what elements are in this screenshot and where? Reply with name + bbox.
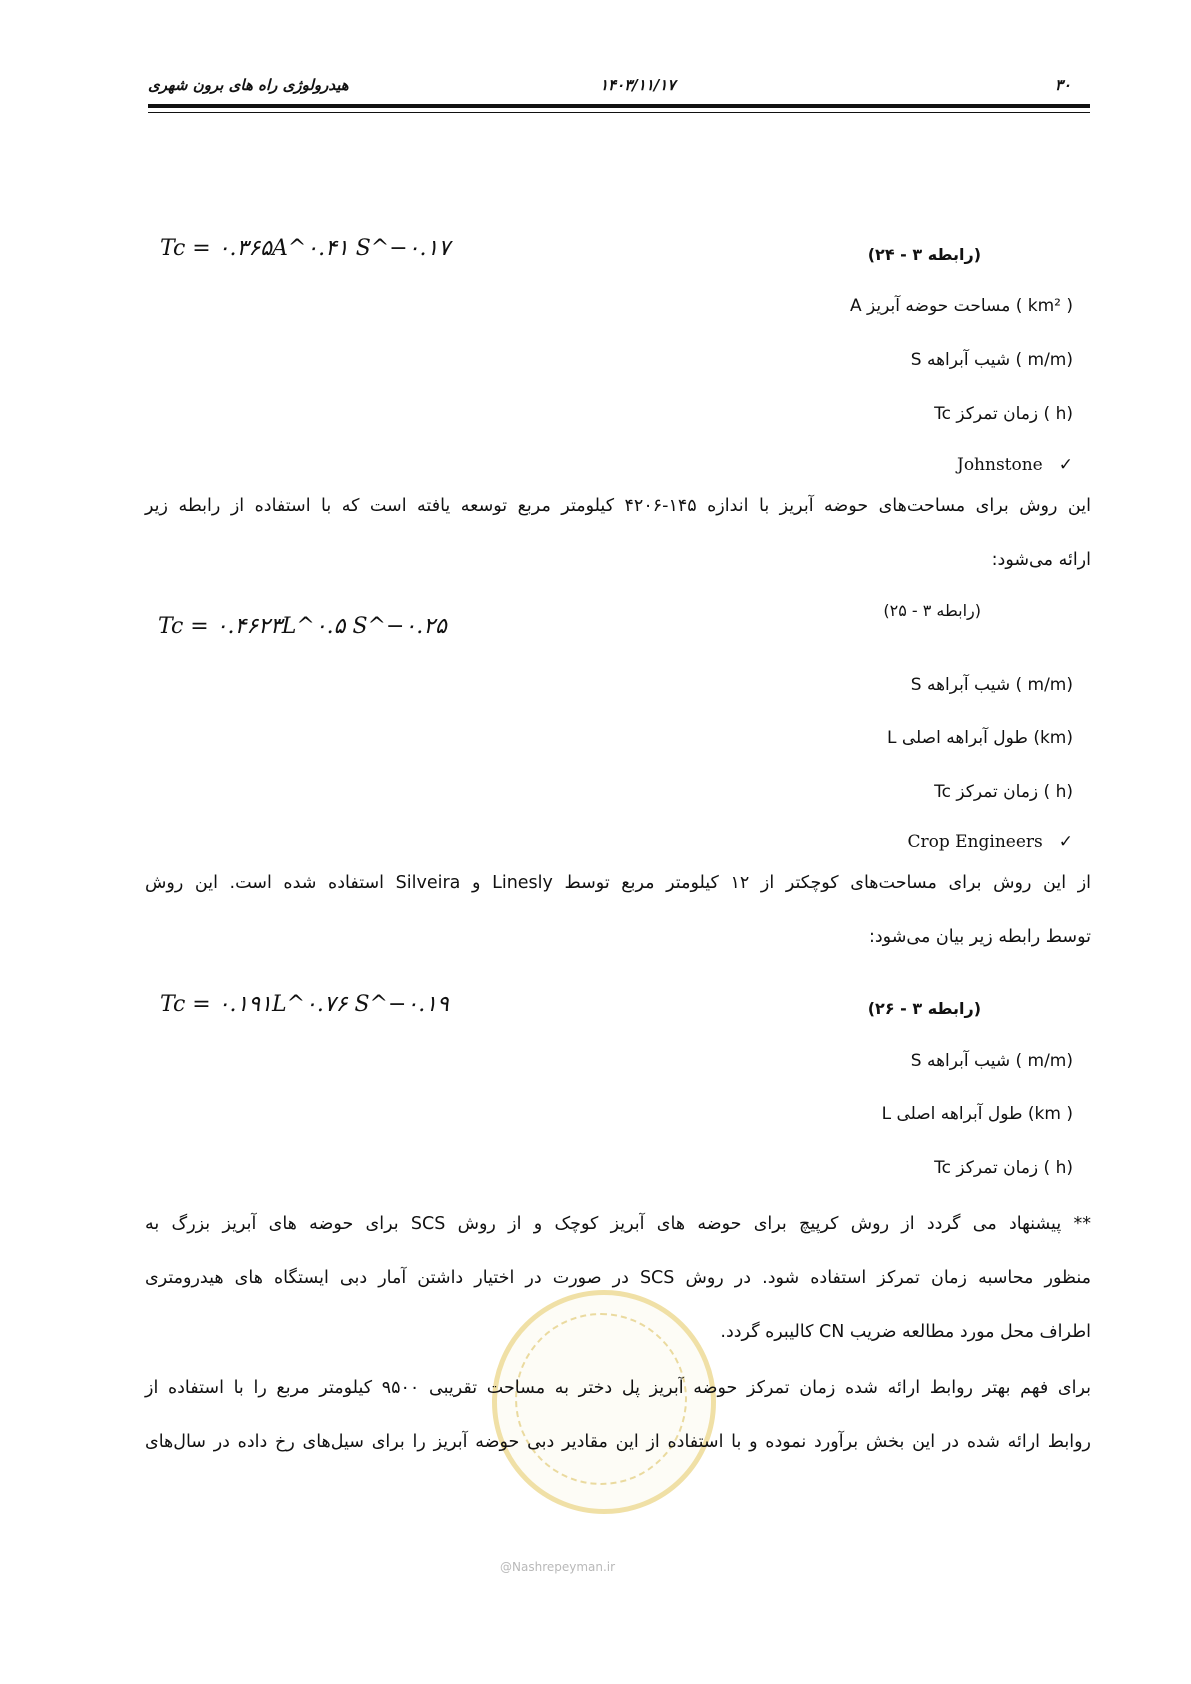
page-number: ۳۰: [1054, 76, 1071, 94]
header-date: ۱۴۰۳/۱۱/۱۷: [600, 76, 676, 94]
checkmark-icon: ✓: [1058, 832, 1073, 852]
definition-slope: S شیب آبراهه ( m/m): [910, 1051, 1073, 1071]
paragraph-line: برای فهم بهتر روابط ارائه شده زمان تمرکز حوضه آبریز پل دختر به مساحت تقریبی ۹۵۰۰ کیلومتر مربع را با استفاده از: [145, 1378, 1091, 1398]
definition-length: L طول آبراهه اصلی (km ): [881, 1104, 1073, 1124]
header-rule-thick: [148, 104, 1090, 108]
running-title: هیدرولوژی راه های برون شهری: [148, 76, 349, 94]
watermark-text: @Nashrepeyman.ir: [500, 1560, 616, 1574]
equation-3-25: Tc = ۰.۴۶۲۳L^۰.۵ S^−۰.۲۵: [158, 614, 447, 639]
paragraph-line: اطراف محل مورد مطالعه ضریب CN کالیبره گردد.: [720, 1322, 1091, 1342]
method-name: Crop Engineers: [907, 832, 1043, 852]
paragraph-line: از این روش برای مساحت‌های کوچکتر از ۱۲ کیلومتر مربع توسط Linesly و Silveira استفاده شده است. این روش: [145, 873, 1092, 893]
definition-slope: S شیب آبراهه ( m/m): [910, 675, 1073, 695]
method-crop-engineers: [907, 832, 1073, 852]
paragraph-line: منظور محاسبه زمان تمرکز استفاده شود. در روش SCS در صورت در اختیار داشتن آمار دبی ایستگاه های هیدرومتری: [145, 1268, 1091, 1288]
paragraph-line: روابط ارائه شده در این بخش برآورد نموده و با استفاده از این مقادیر دبی حوضه آبریز را برای سیل‌های رخ داده در سال‌های: [145, 1432, 1091, 1452]
definition-length: L طول آبراهه اصلی (km): [886, 728, 1073, 748]
definition-area: A مساحت حوضه آبریز ( km² ): [850, 296, 1073, 316]
equation-3-24: Tc = ۰.۳۶۵A^۰.۴۱ S^−۰.۱۷: [160, 236, 451, 261]
paragraph-line: ** پیشنهاد می گردد از روش کرپیچ برای حوضه های آبریز کوچک و از روش SCS برای حوضه های آبریز بزرگ به: [145, 1214, 1091, 1234]
method-johnstone: [957, 455, 1073, 475]
definition-tc: Tc زمان تمرکز ( h): [934, 1158, 1073, 1178]
definition-tc: Tc زمان تمرکز ( h): [934, 404, 1073, 424]
paragraph-line: ارائه می‌شود:: [991, 550, 1091, 570]
definition-tc: Tc زمان تمرکز ( h): [934, 782, 1073, 802]
equation-label-3-26: (رابطه ۳ - ۲۶): [867, 999, 981, 1018]
method-name: Johnstone: [957, 455, 1043, 475]
equation-3-26: Tc = ۰.۱۹۱L^۰.۷۶ S^−۰.۱۹: [160, 992, 449, 1017]
equation-label-3-25: (رابطه ۳ - ۲۵): [883, 601, 981, 620]
paragraph-line: این روش برای مساحت‌های حوضه آبریز با اندازه ۱۴۵-۴۲۰۶ کیلومتر مربع توسعه یافته است که با استفاده از رابطه زیر: [145, 496, 1091, 516]
definition-slope: S شیب آبراهه ( m/m): [910, 350, 1073, 370]
paragraph-line: توسط رابطه زیر بیان می‌شود:: [868, 927, 1091, 947]
equation-label-3-24: (رابطه ۳ - ۲۴): [867, 245, 981, 264]
header-rule-thin: [148, 112, 1090, 113]
checkmark-icon: ✓: [1058, 455, 1073, 475]
